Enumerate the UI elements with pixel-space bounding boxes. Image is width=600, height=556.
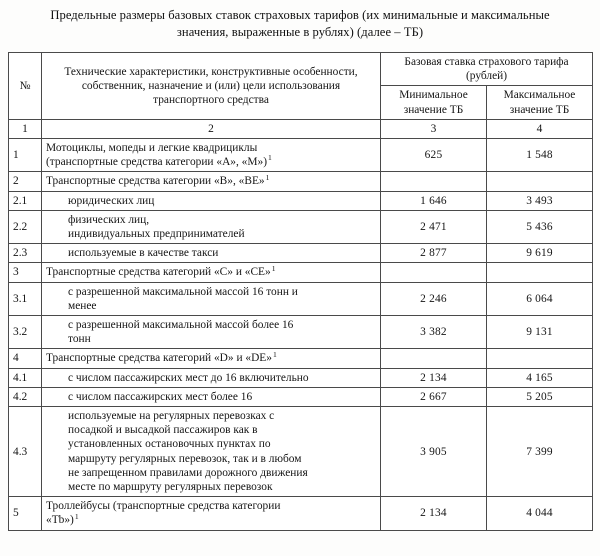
row-max-value-cell: 5 205 [487,387,593,406]
row-number-cell: 1 [9,139,42,172]
header-rate-group-line-1: Базовая ставка страхового [404,56,532,68]
row-number-cell: 2.2 [9,210,42,243]
row-max-value-cell [487,349,593,368]
column-number-4: 4 [487,119,593,138]
row-min-value-cell: 2 667 [381,387,487,406]
row-description-line: (транспортные средства категории «А», «М») [46,156,267,169]
row-description-line: Транспортные средства категорий «D» и «DE» [46,352,272,365]
row-description-line: Мотоциклы, мопеды и легкие квадрициклы [46,142,258,155]
row-min-value-cell [381,172,487,191]
row-description-line: юридических лиц [68,194,155,207]
row-description-cell [42,349,381,368]
row-min-value-cell [381,349,487,368]
row-min-value-cell [381,263,487,282]
row-number-cell: 3 [9,263,42,282]
header-description-column [42,53,381,120]
row-number-cell: 3.2 [9,316,42,349]
header-min-value [381,86,487,119]
row-max-value-cell: 5 436 [487,210,593,243]
row-min-value-cell: 2 134 [381,368,487,387]
row-number-cell: 3.1 [9,282,42,315]
row-min-value-cell: 3 905 [381,407,487,497]
row-description-line: менее [68,299,97,312]
row-number-cell: 2 [9,172,42,191]
row-min-value-cell: 625 [381,139,487,172]
footnote-marker: 1 [271,263,276,273]
row-number-cell: 2.1 [9,191,42,210]
row-description-line: тонн [68,333,91,346]
row-min-value-cell: 3 382 [381,316,487,349]
row-description-cell [42,407,381,497]
tariff-table [8,52,593,531]
row-min-value-cell: 1 646 [381,191,487,210]
row-number-cell: 4 [9,349,42,368]
row-description-line: физических лиц, [68,213,150,226]
column-number-row [9,119,593,138]
header-description-line-1: Технические характеристики, конструктивные [64,65,291,78]
table-row [9,407,593,497]
row-description-cell [42,139,381,172]
row-max-value-cell: 6 064 [487,282,593,315]
table-row [9,139,593,172]
page-title-line-2: минимальные и максимальные значения, выраженные в рублях) (далее – ТБ) [176,8,550,39]
header-min-line-2: значение ТБ [403,103,464,116]
row-max-value-cell: 9 131 [487,316,593,349]
page-title [40,0,560,41]
row-description-cell [42,282,381,315]
table-header [9,53,593,139]
row-number-cell: 4.2 [9,387,42,406]
table-row [9,191,593,210]
row-description-line: используемые в качестве такси [68,247,219,260]
header-max-line-1: Максимальное [503,89,576,102]
row-description-cell [42,191,381,210]
header-rate-group-line-2: тарифа (рублей) [465,56,569,83]
header-max-line-2: значение ТБ [509,103,570,116]
table-row [9,387,593,406]
header-rate-group [381,53,593,86]
column-number-2: 2 [42,119,381,138]
row-description-cell [42,263,381,282]
row-description-line: месте по маршруту регулярных перевозок [68,481,273,494]
row-description-line: Транспортные средства категорий «С» и «СЕ» [46,266,271,279]
table-row [9,316,593,349]
table-row [9,244,593,263]
row-max-value-cell: 1 548 [487,139,593,172]
row-max-value-cell [487,172,593,191]
row-min-value-cell: 2 134 [381,497,487,530]
header-number-column: № [9,53,42,120]
header-max-value [487,86,593,119]
header-description-line-2: особенности, собственник, назначение и (или) цели [81,65,358,92]
row-description-cell [42,387,381,406]
table-row [9,172,593,191]
header-description-line-3: использования транспортного средства [153,79,341,106]
row-description-line: посадкой и высадкой пассажиров как в [68,424,258,437]
page-title-line-1: Предельные размеры базовых ставок страховых тарифов (их [50,8,380,22]
row-description-line: с числом пассажирских мест более 16 [68,390,253,403]
row-max-value-cell: 9 619 [487,244,593,263]
footnote-marker: 1 [265,172,270,182]
row-number-cell: 5 [9,497,42,530]
row-description-line: используемые на регулярных перевозках с [68,410,275,423]
row-description-line: с разрешенной максимальной массой 16 тонн и [68,285,298,298]
row-description-line: Троллейбусы (транспортные средства категории [46,500,281,513]
row-description-cell [42,244,381,263]
table-header-row-main [9,53,593,86]
column-number-1: 1 [9,119,42,138]
table-body [9,139,593,531]
row-min-value-cell: 2 877 [381,244,487,263]
row-description-line: индивидуальных предпринимателей [68,228,245,241]
row-description-line: установленных остановочных пунктах по [68,438,271,451]
row-max-value-cell [487,263,593,282]
row-number-cell: 4.1 [9,368,42,387]
row-description-line: Транспортные средства категории «В», «ВЕ» [46,175,265,188]
row-number-cell: 4.3 [9,407,42,497]
row-max-value-cell: 3 493 [487,191,593,210]
table-row [9,210,593,243]
row-description-cell [42,172,381,191]
row-description-line: не запрещенном правилами дорожного движения [68,466,308,479]
column-number-3: 3 [381,119,487,138]
row-max-value-cell: 7 399 [487,407,593,497]
row-description-cell [42,210,381,243]
row-min-value-cell: 2 246 [381,282,487,315]
table-row [9,349,593,368]
table-row [9,497,593,530]
row-description-cell [42,497,381,530]
row-max-value-cell: 4 044 [487,497,593,530]
table-row [9,263,593,282]
row-description-line: с разрешенной максимальной массой более 16 [68,319,294,332]
footnote-marker: 1 [268,153,272,163]
table-row [9,282,593,315]
row-description-cell [42,316,381,349]
footnote-marker: 1 [74,511,79,521]
row-description-line: маршруту регулярных перевозок, так и в любом [68,452,302,465]
row-description-line: с числом пассажирских мест до 16 включительно [68,371,309,384]
footnote-marker: 1 [272,349,277,359]
row-number-cell: 2.3 [9,244,42,263]
tariff-table-container [8,52,592,531]
row-description-cell [42,368,381,387]
row-description-line: «Tb») [46,514,74,527]
header-min-line-1: Минимальное [399,89,468,102]
table-row [9,368,593,387]
row-min-value-cell: 2 471 [381,210,487,243]
row-max-value-cell: 4 165 [487,368,593,387]
